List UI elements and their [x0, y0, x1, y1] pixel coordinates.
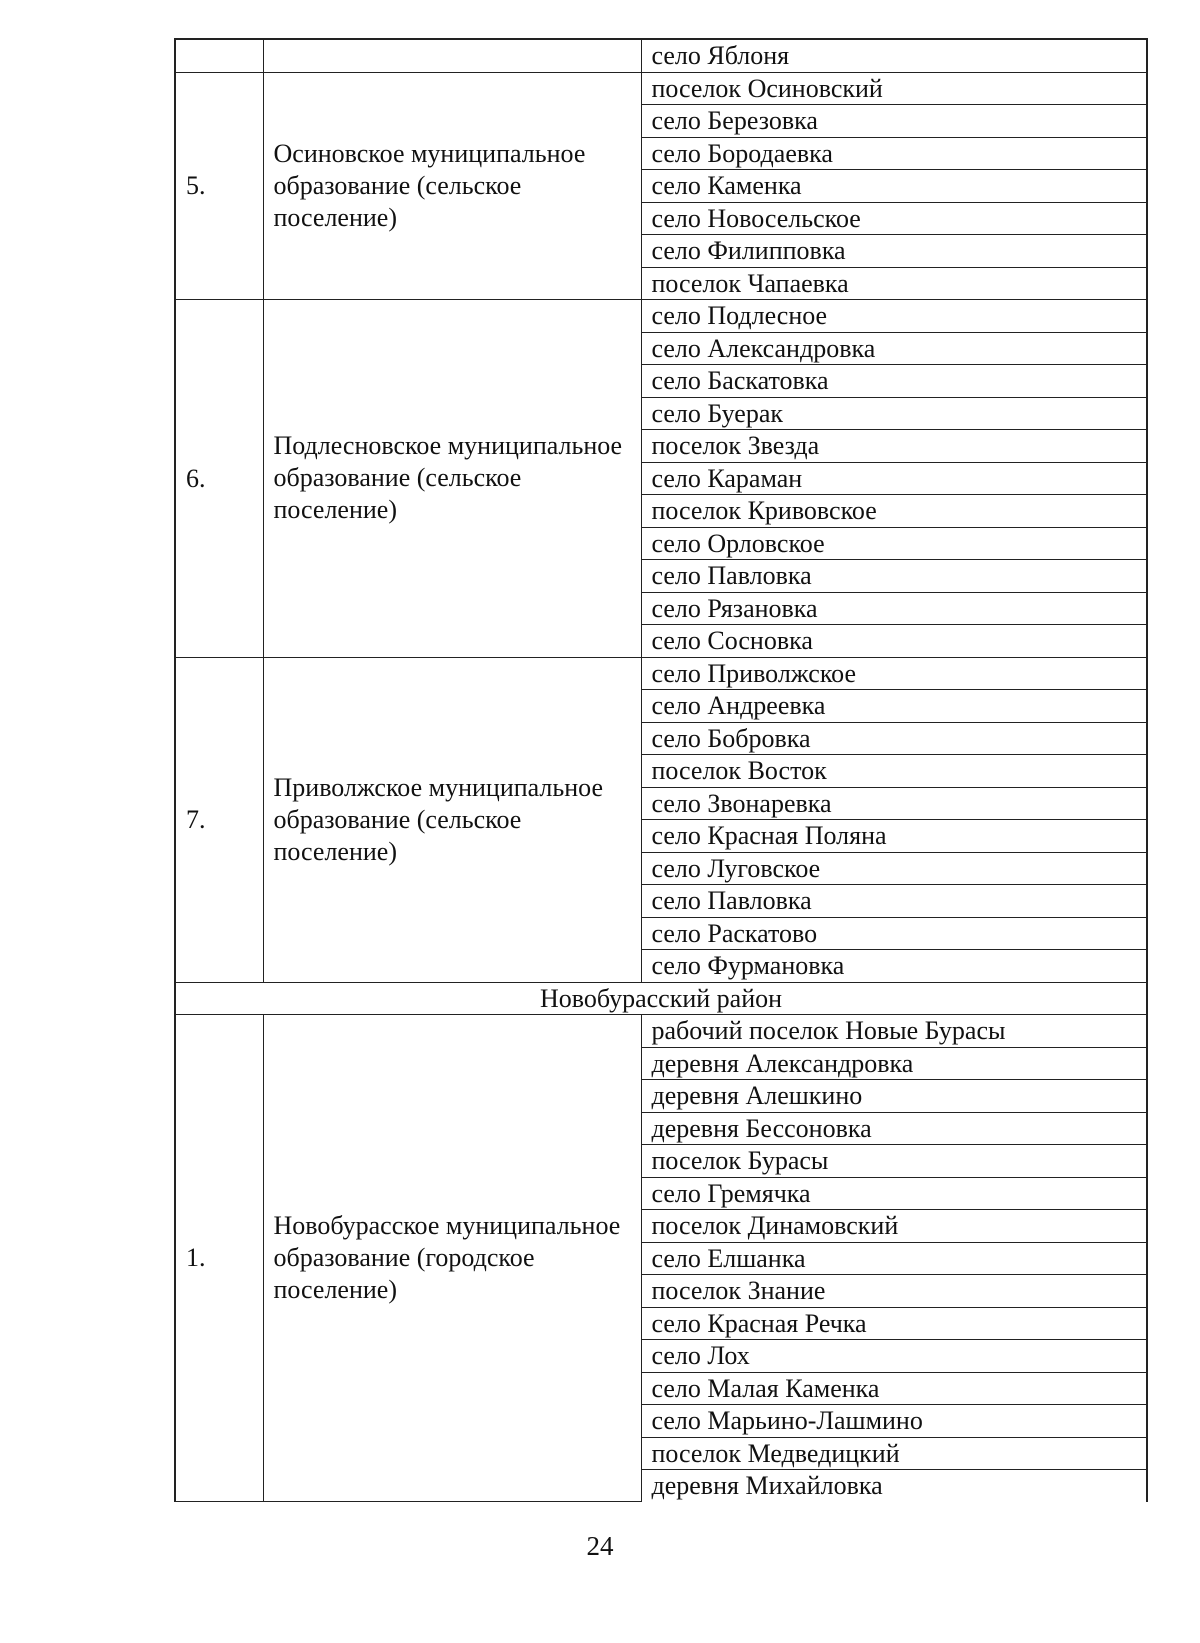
- table-row: [175, 982, 1147, 1015]
- settlement-cell: село Буерак: [641, 397, 1147, 430]
- settlement-cell: село Красная Поляна: [641, 820, 1147, 853]
- municipality-name-cell: [263, 39, 641, 72]
- district-heading: Новобурасский район: [175, 982, 1147, 1015]
- row-number-cell: 7.: [175, 657, 263, 982]
- settlement-cell: поселок Восток: [641, 755, 1147, 788]
- table-body: [175, 39, 1147, 1502]
- settlement-cell: село Березовка: [641, 105, 1147, 138]
- settlement-cell: село Баскатовка: [641, 365, 1147, 398]
- settlement-cell: село Яблоня: [641, 39, 1147, 72]
- settlement-cell: рабочий поселок Новые Бурасы: [641, 1015, 1147, 1048]
- settlement-cell: село Елшанка: [641, 1242, 1147, 1275]
- settlement-cell: деревня Бессоновка: [641, 1112, 1147, 1145]
- settlement-cell: село Подлесное: [641, 300, 1147, 333]
- settlement-cell: деревня Александровка: [641, 1047, 1147, 1080]
- table-row: [175, 1015, 1147, 1048]
- settlement-cell: село Бородаевка: [641, 137, 1147, 170]
- page-number: 24: [586, 1531, 614, 1561]
- settlement-cell: село Александровка: [641, 332, 1147, 365]
- settlement-cell: поселок Кривовское: [641, 495, 1147, 528]
- settlement-cell: село Красная Речка: [641, 1307, 1147, 1340]
- row-number-cell: 6.: [175, 300, 263, 658]
- settlement-cell: поселок Бурасы: [641, 1145, 1147, 1178]
- settlement-cell: село Бобровка: [641, 722, 1147, 755]
- settlement-cell: село Сосновка: [641, 625, 1147, 658]
- row-number-cell: 5.: [175, 72, 263, 300]
- settlement-cell: село Павловка: [641, 885, 1147, 918]
- settlement-cell: село Фурмановка: [641, 950, 1147, 983]
- settlement-cell: село Малая Каменка: [641, 1372, 1147, 1405]
- settlement-cell: поселок Чапаевка: [641, 267, 1147, 300]
- row-number-cell: [175, 39, 263, 72]
- settlement-cell: село Павловка: [641, 560, 1147, 593]
- settlement-cell: село Новосельское: [641, 202, 1147, 235]
- settlement-cell: село Караман: [641, 462, 1147, 495]
- settlement-cell: деревня Михайловка: [641, 1470, 1147, 1502]
- settlement-cell: село Филипповка: [641, 235, 1147, 268]
- settlement-cell: поселок Знание: [641, 1275, 1147, 1308]
- settlement-cell: село Марьино-Лашмино: [641, 1405, 1147, 1438]
- settlement-cell: деревня Алешкино: [641, 1080, 1147, 1113]
- settlement-cell: поселок Динамовский: [641, 1210, 1147, 1243]
- settlement-cell: село Раскатово: [641, 917, 1147, 950]
- settlement-cell: село Лох: [641, 1340, 1147, 1373]
- settlement-cell: поселок Осиновский: [641, 72, 1147, 105]
- settlement-cell: село Рязановка: [641, 592, 1147, 625]
- municipality-name-cell: Приволжское муниципальное образование (сельское поселение): [263, 657, 641, 982]
- settlement-cell: село Орловское: [641, 527, 1147, 560]
- municipality-name-cell: Подлесновское муниципальное образование (сельское поселение): [263, 300, 641, 658]
- table-row: [175, 300, 1147, 333]
- municipality-name-cell: Осиновское муниципальное образование (сельское поселение): [263, 72, 641, 300]
- settlement-cell: село Каменка: [641, 170, 1147, 203]
- table-row: [175, 72, 1147, 105]
- settlement-cell: поселок Звезда: [641, 430, 1147, 463]
- settlement-cell: село Луговское: [641, 852, 1147, 885]
- settlement-cell: село Андреевка: [641, 690, 1147, 723]
- settlements-table: [174, 38, 1148, 1502]
- settlement-cell: село Звонаревка: [641, 787, 1147, 820]
- table-row: [175, 39, 1147, 72]
- settlement-cell: село Приволжское: [641, 657, 1147, 690]
- row-number-cell: 1.: [175, 1015, 263, 1502]
- settlement-cell: поселок Медведицкий: [641, 1437, 1147, 1470]
- municipality-name-cell: Новобурасское муниципальное образование (городское поселение): [263, 1015, 641, 1502]
- table-row: [175, 657, 1147, 690]
- settlement-cell: село Гремячка: [641, 1177, 1147, 1210]
